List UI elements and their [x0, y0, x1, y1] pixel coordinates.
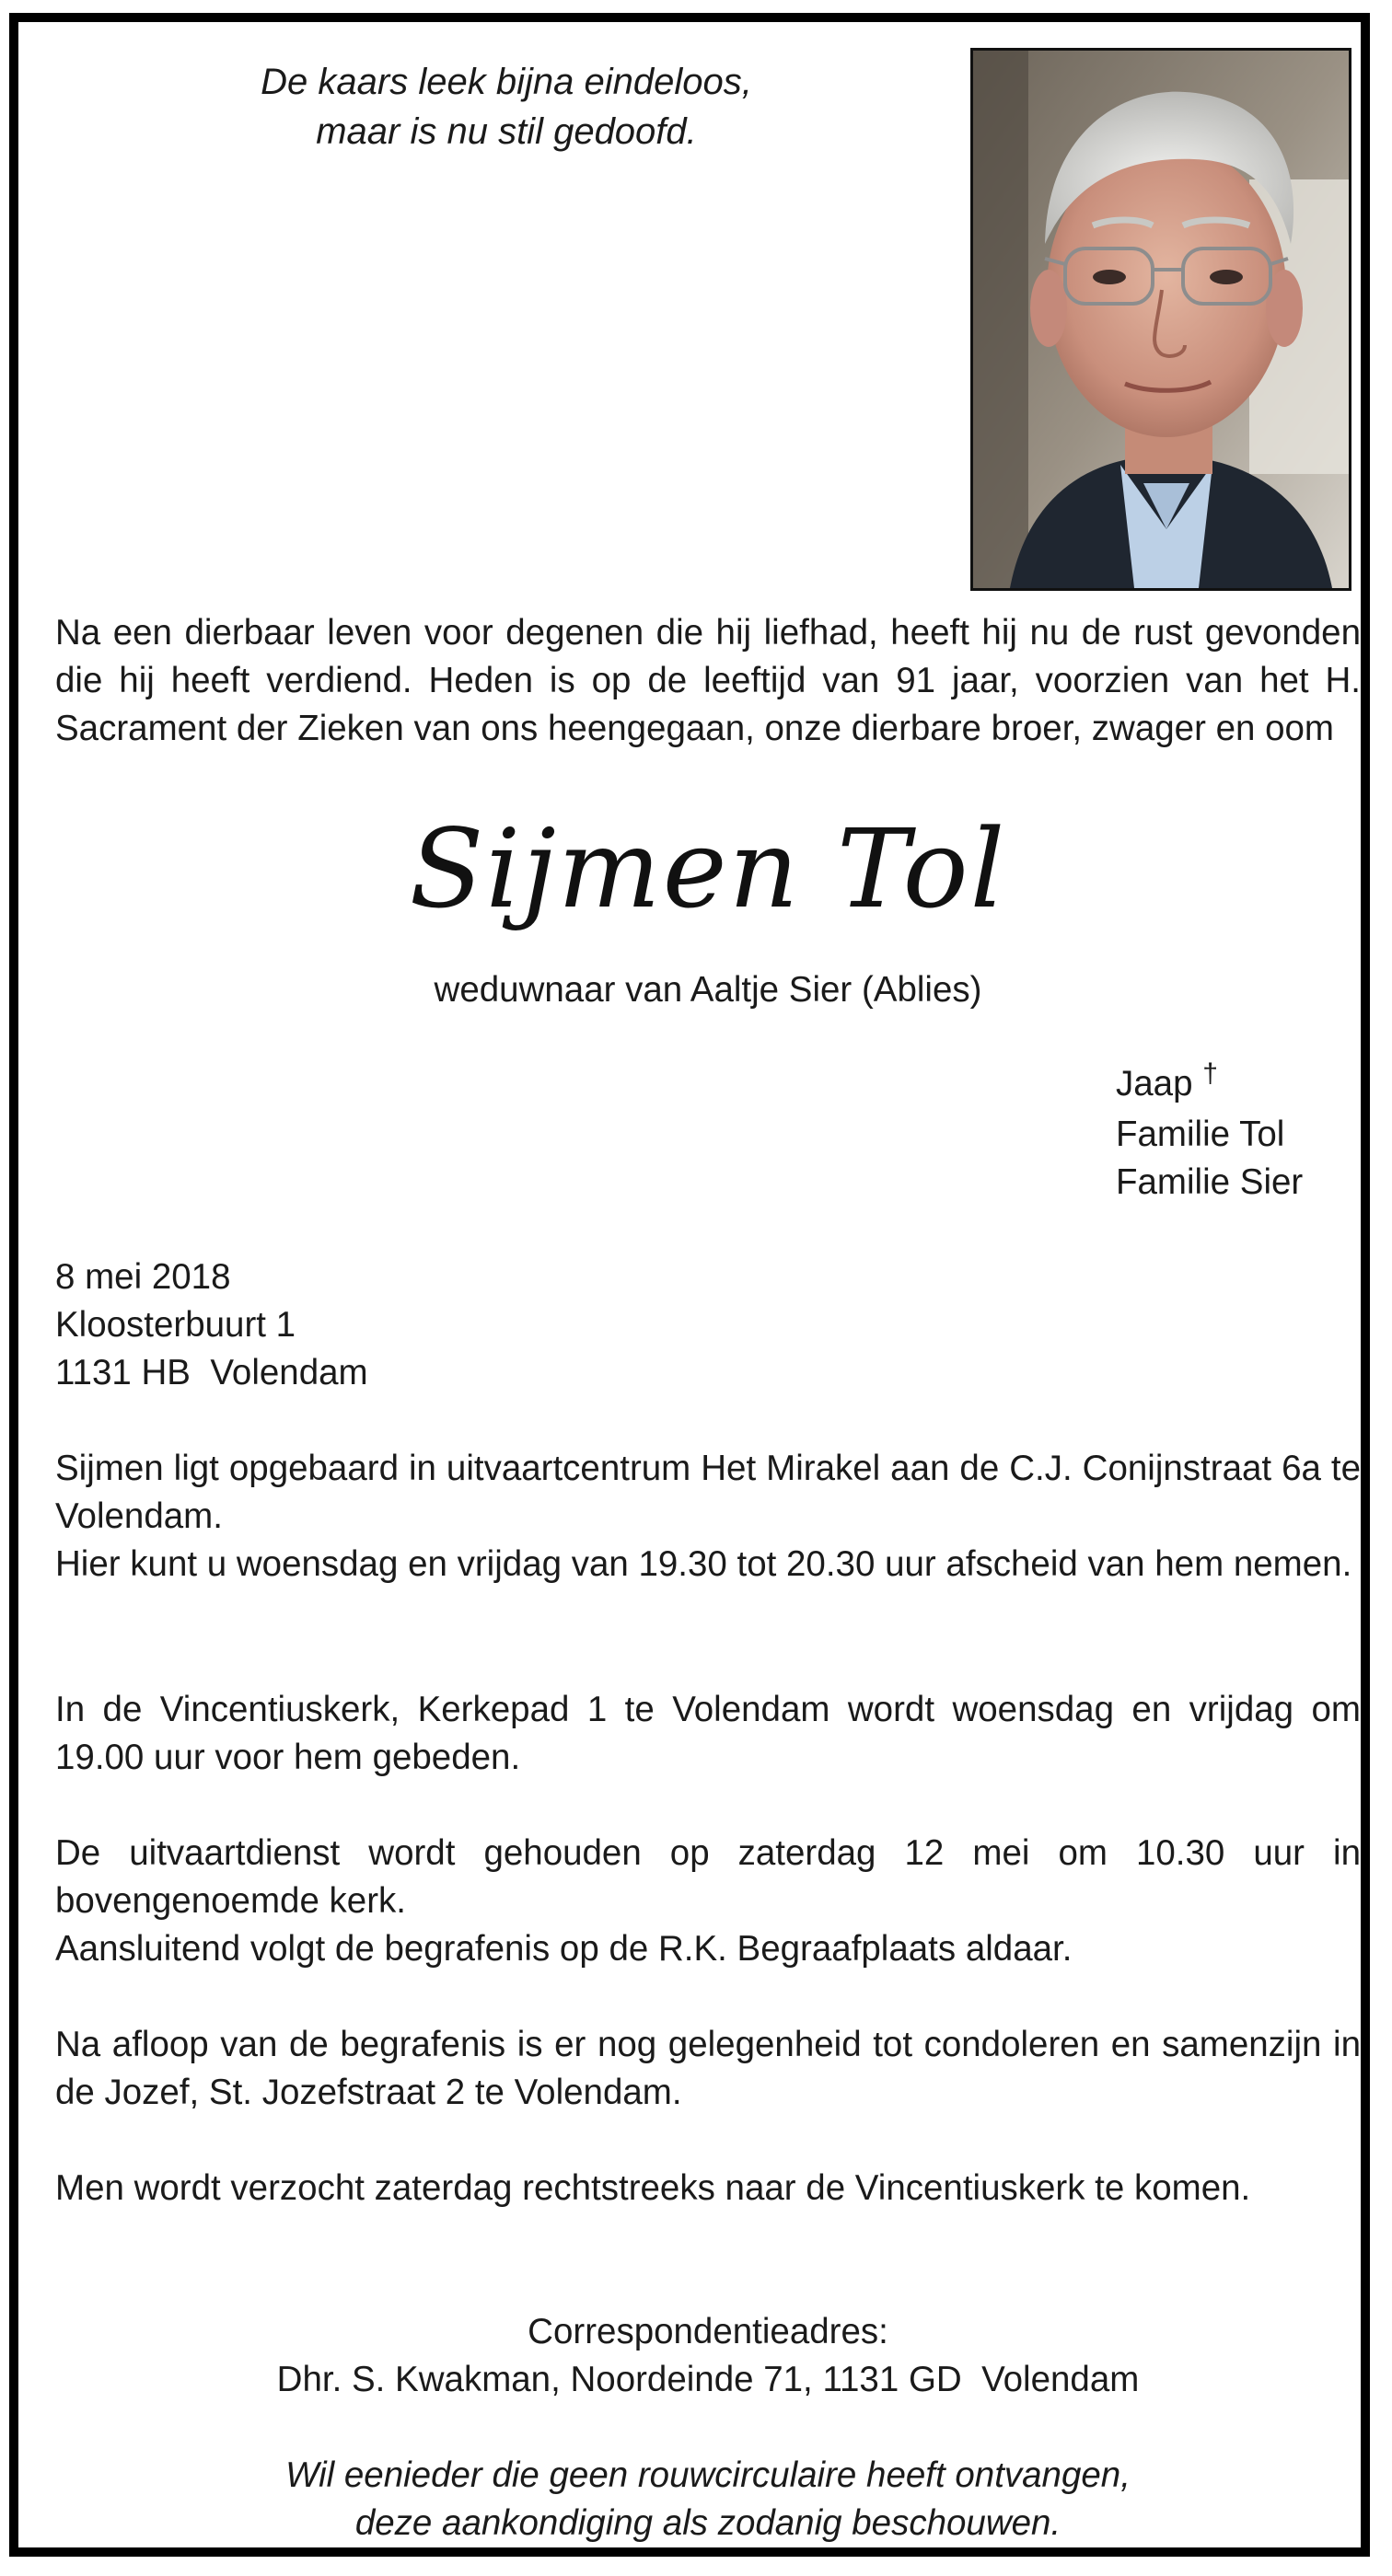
survivor-name: Jaap [1116, 1064, 1193, 1103]
closing-line-2: deze aankondiging als zodanig beschouwen. [354, 2503, 1061, 2543]
deceased-subtitle: weduwnaar van Aaltje Sier (Ablies) [434, 970, 982, 1010]
burial-text: Aansluitend volgt de begrafenis op de R.K. Begraafplaats aldaar. [55, 1929, 1073, 1969]
condolence-paragraph: Na afloop van de begrafenis is er nog gelegenheid tot condoleren en samenzijn in de Jozef, St. Jozefstraat 2 te Volendam. [55, 2025, 1361, 2112]
address-city: 1131 HB Volendam [55, 1353, 368, 1392]
dagger-mark: † [1202, 1058, 1218, 1089]
correspondence-address: Dhr. S. Kwakman, Noordeinde 71, 1131 GD Volendam [276, 2360, 1140, 2399]
survivor-item [1116, 1060, 1303, 1111]
memorial-motto [166, 57, 847, 156]
farewell-text: Hier kunt u woensdag en vrijdag van 19.30 tot 20.30 uur afscheid van hem nemen. [55, 1544, 1352, 1584]
intro-text: Na een dierbaar leven voor degenen die hij liefhad, heeft hij nu de rust gevonden die hij heeft verdiend. Heden is op de leeftijd van 91 jaar, voorzien van het H. Sacrament der Zieken van ons heengegaan, onze dierbare broer, zwager en oom [55, 613, 1361, 748]
address-street: Kloosterbuurt 1 [55, 1305, 296, 1345]
notice-date: 8 mei 2018 [55, 1257, 231, 1297]
closing-line-1: Wil eenieder die geen rouwcirculaire heeft ontvangen, [285, 2455, 1131, 2495]
survivor-item: Familie Sier [1116, 1162, 1304, 1202]
portrait-image [973, 51, 1349, 588]
closing-note [55, 2452, 1361, 2547]
correspondence-block [55, 2308, 1361, 2404]
prayer-paragraph: In de Vincentiuskerk, Kerkepad 1 te Volendam wordt woensdag en vrijdag om 19.00 uur voor hem gebeden. [55, 1690, 1361, 1777]
correspondence-label: Correspondentieadres: [528, 2312, 888, 2351]
motto-line-2: maar is nu stil gedoofd. [316, 111, 697, 152]
portrait-photo [970, 48, 1351, 591]
motto-line-1: De kaars leek bijna eindeloos, [261, 62, 752, 102]
laid-out-text: Sijmen ligt opgebaard in uitvaartcentrum Het Mirakel aan de C.J. Conijnstraat 6a te Volendam. [55, 1449, 1361, 1536]
service-paragraph [55, 1830, 1361, 1973]
survivor-item: Familie Tol [1116, 1115, 1285, 1154]
deceased-name: Sijmen Tol [409, 805, 1007, 932]
survivors-list [1116, 1060, 1303, 1207]
death-notice-card [9, 13, 1370, 2557]
home-address [55, 1253, 1361, 1397]
laid-out-paragraph [55, 1445, 1361, 1588]
request-paragraph: Men wordt verzocht zaterdag rechtstreeks naar de Vincentiuskerk te komen. [55, 2168, 1251, 2208]
service-text: De uitvaartdienst wordt gehouden op zaterdag 12 mei om 10.30 uur in bovengenoemde kerk. [55, 1833, 1361, 1921]
